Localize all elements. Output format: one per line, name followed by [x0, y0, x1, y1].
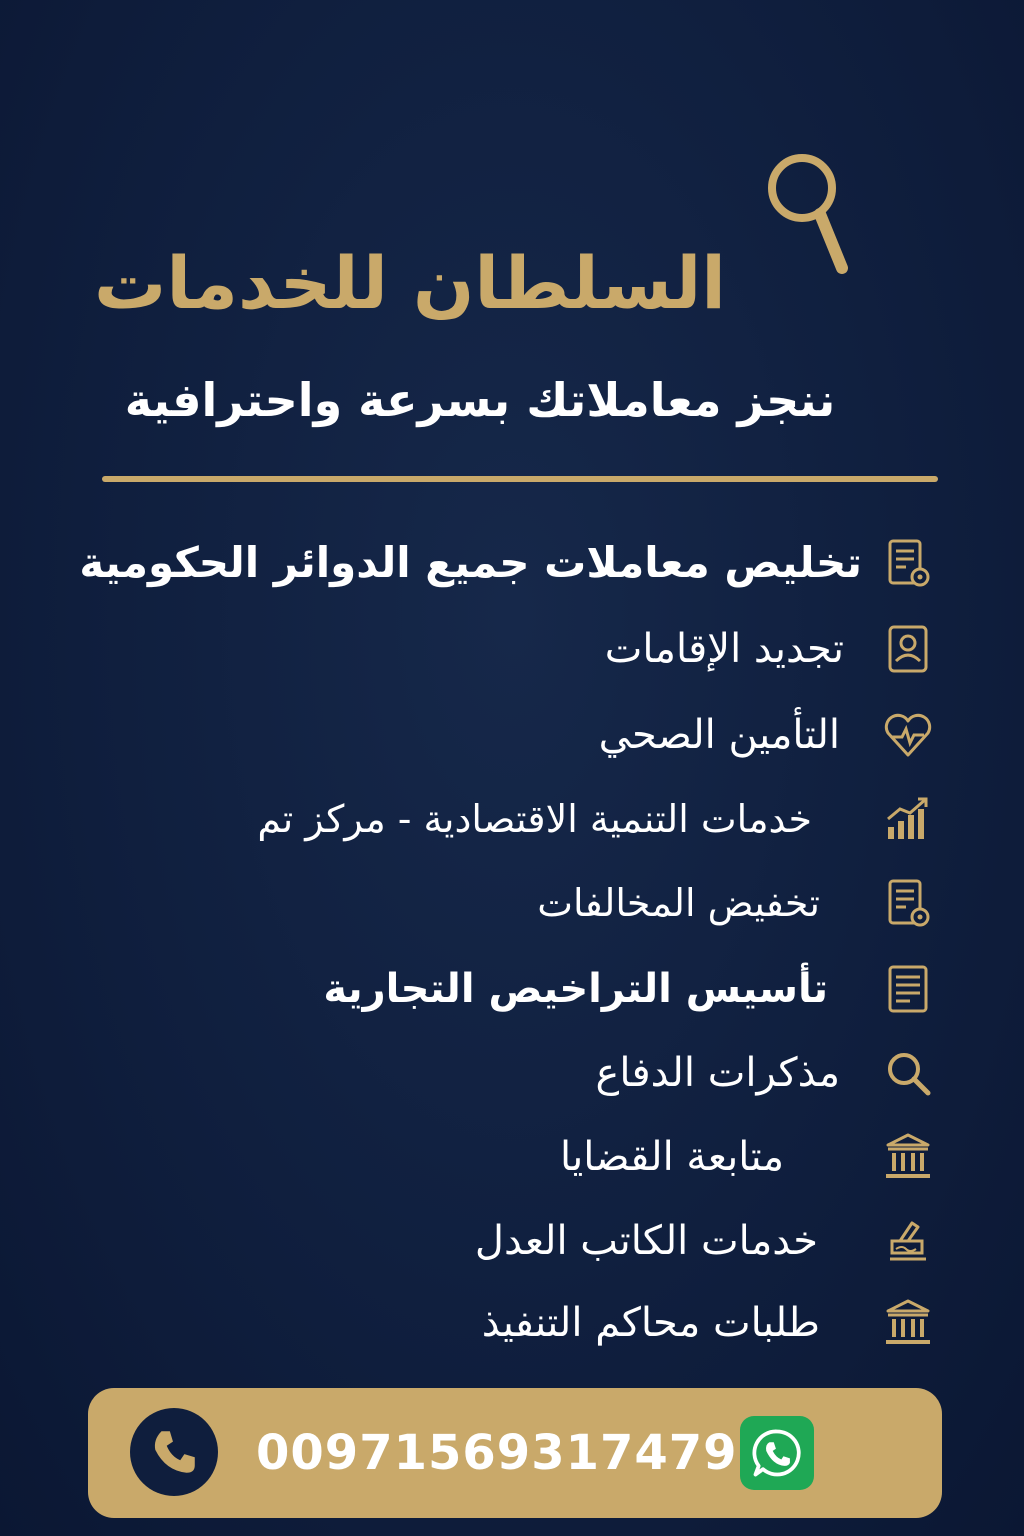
- search-icon: [880, 1045, 936, 1101]
- service-item: [20, 784, 936, 854]
- service-item: [20, 868, 936, 938]
- id-card-icon: [880, 621, 936, 677]
- notary-signing-icon: [880, 1213, 936, 1269]
- service-label: تخفيض المخالفات: [537, 881, 820, 925]
- service-item: [20, 1122, 936, 1192]
- brand-title: السلطان للخدمات: [94, 241, 726, 325]
- courthouse-icon: [880, 1129, 936, 1185]
- document-icon: [880, 961, 936, 1017]
- service-item: [20, 1038, 936, 1108]
- phone-number[interactable]: 00971569317479: [256, 1425, 738, 1481]
- service-item: [20, 1206, 936, 1276]
- heart-pulse-icon: [880, 707, 936, 763]
- service-item: [20, 614, 936, 684]
- document-seal-icon: [880, 535, 936, 591]
- courthouse-icon: [880, 1295, 936, 1351]
- whatsapp-icon[interactable]: [740, 1416, 814, 1490]
- phone-icon[interactable]: [130, 1408, 218, 1496]
- service-label: مذكرات الدفاع: [595, 1050, 840, 1096]
- service-label: تجديد الإقامات: [604, 626, 844, 672]
- service-label: خدمات التنمية الاقتصادية - مركز تم: [257, 797, 812, 841]
- service-item: [20, 700, 936, 770]
- growth-chart-icon: [880, 791, 936, 847]
- divider: [102, 476, 938, 482]
- service-label: متابعة القضايا: [559, 1134, 784, 1180]
- service-label: تخليص معاملات جميع الدوائر الحكومية: [79, 538, 862, 587]
- tagline: ننجز معاملاتك بسرعة واحترافية: [124, 373, 836, 427]
- service-item: [20, 528, 936, 598]
- service-label: تأسيس التراخيص التجارية: [323, 966, 828, 1012]
- document-seal-icon: [880, 875, 936, 931]
- service-label: خدمات الكاتب العدل: [474, 1218, 818, 1264]
- service-label: طلبات محاكم التنفيذ: [481, 1300, 820, 1346]
- service-label: التأمين الصحي: [598, 712, 840, 758]
- contact-bar: [88, 1388, 942, 1518]
- magnifying-glass-icon: [762, 140, 852, 280]
- service-item: [20, 1288, 936, 1358]
- service-item: [20, 954, 936, 1024]
